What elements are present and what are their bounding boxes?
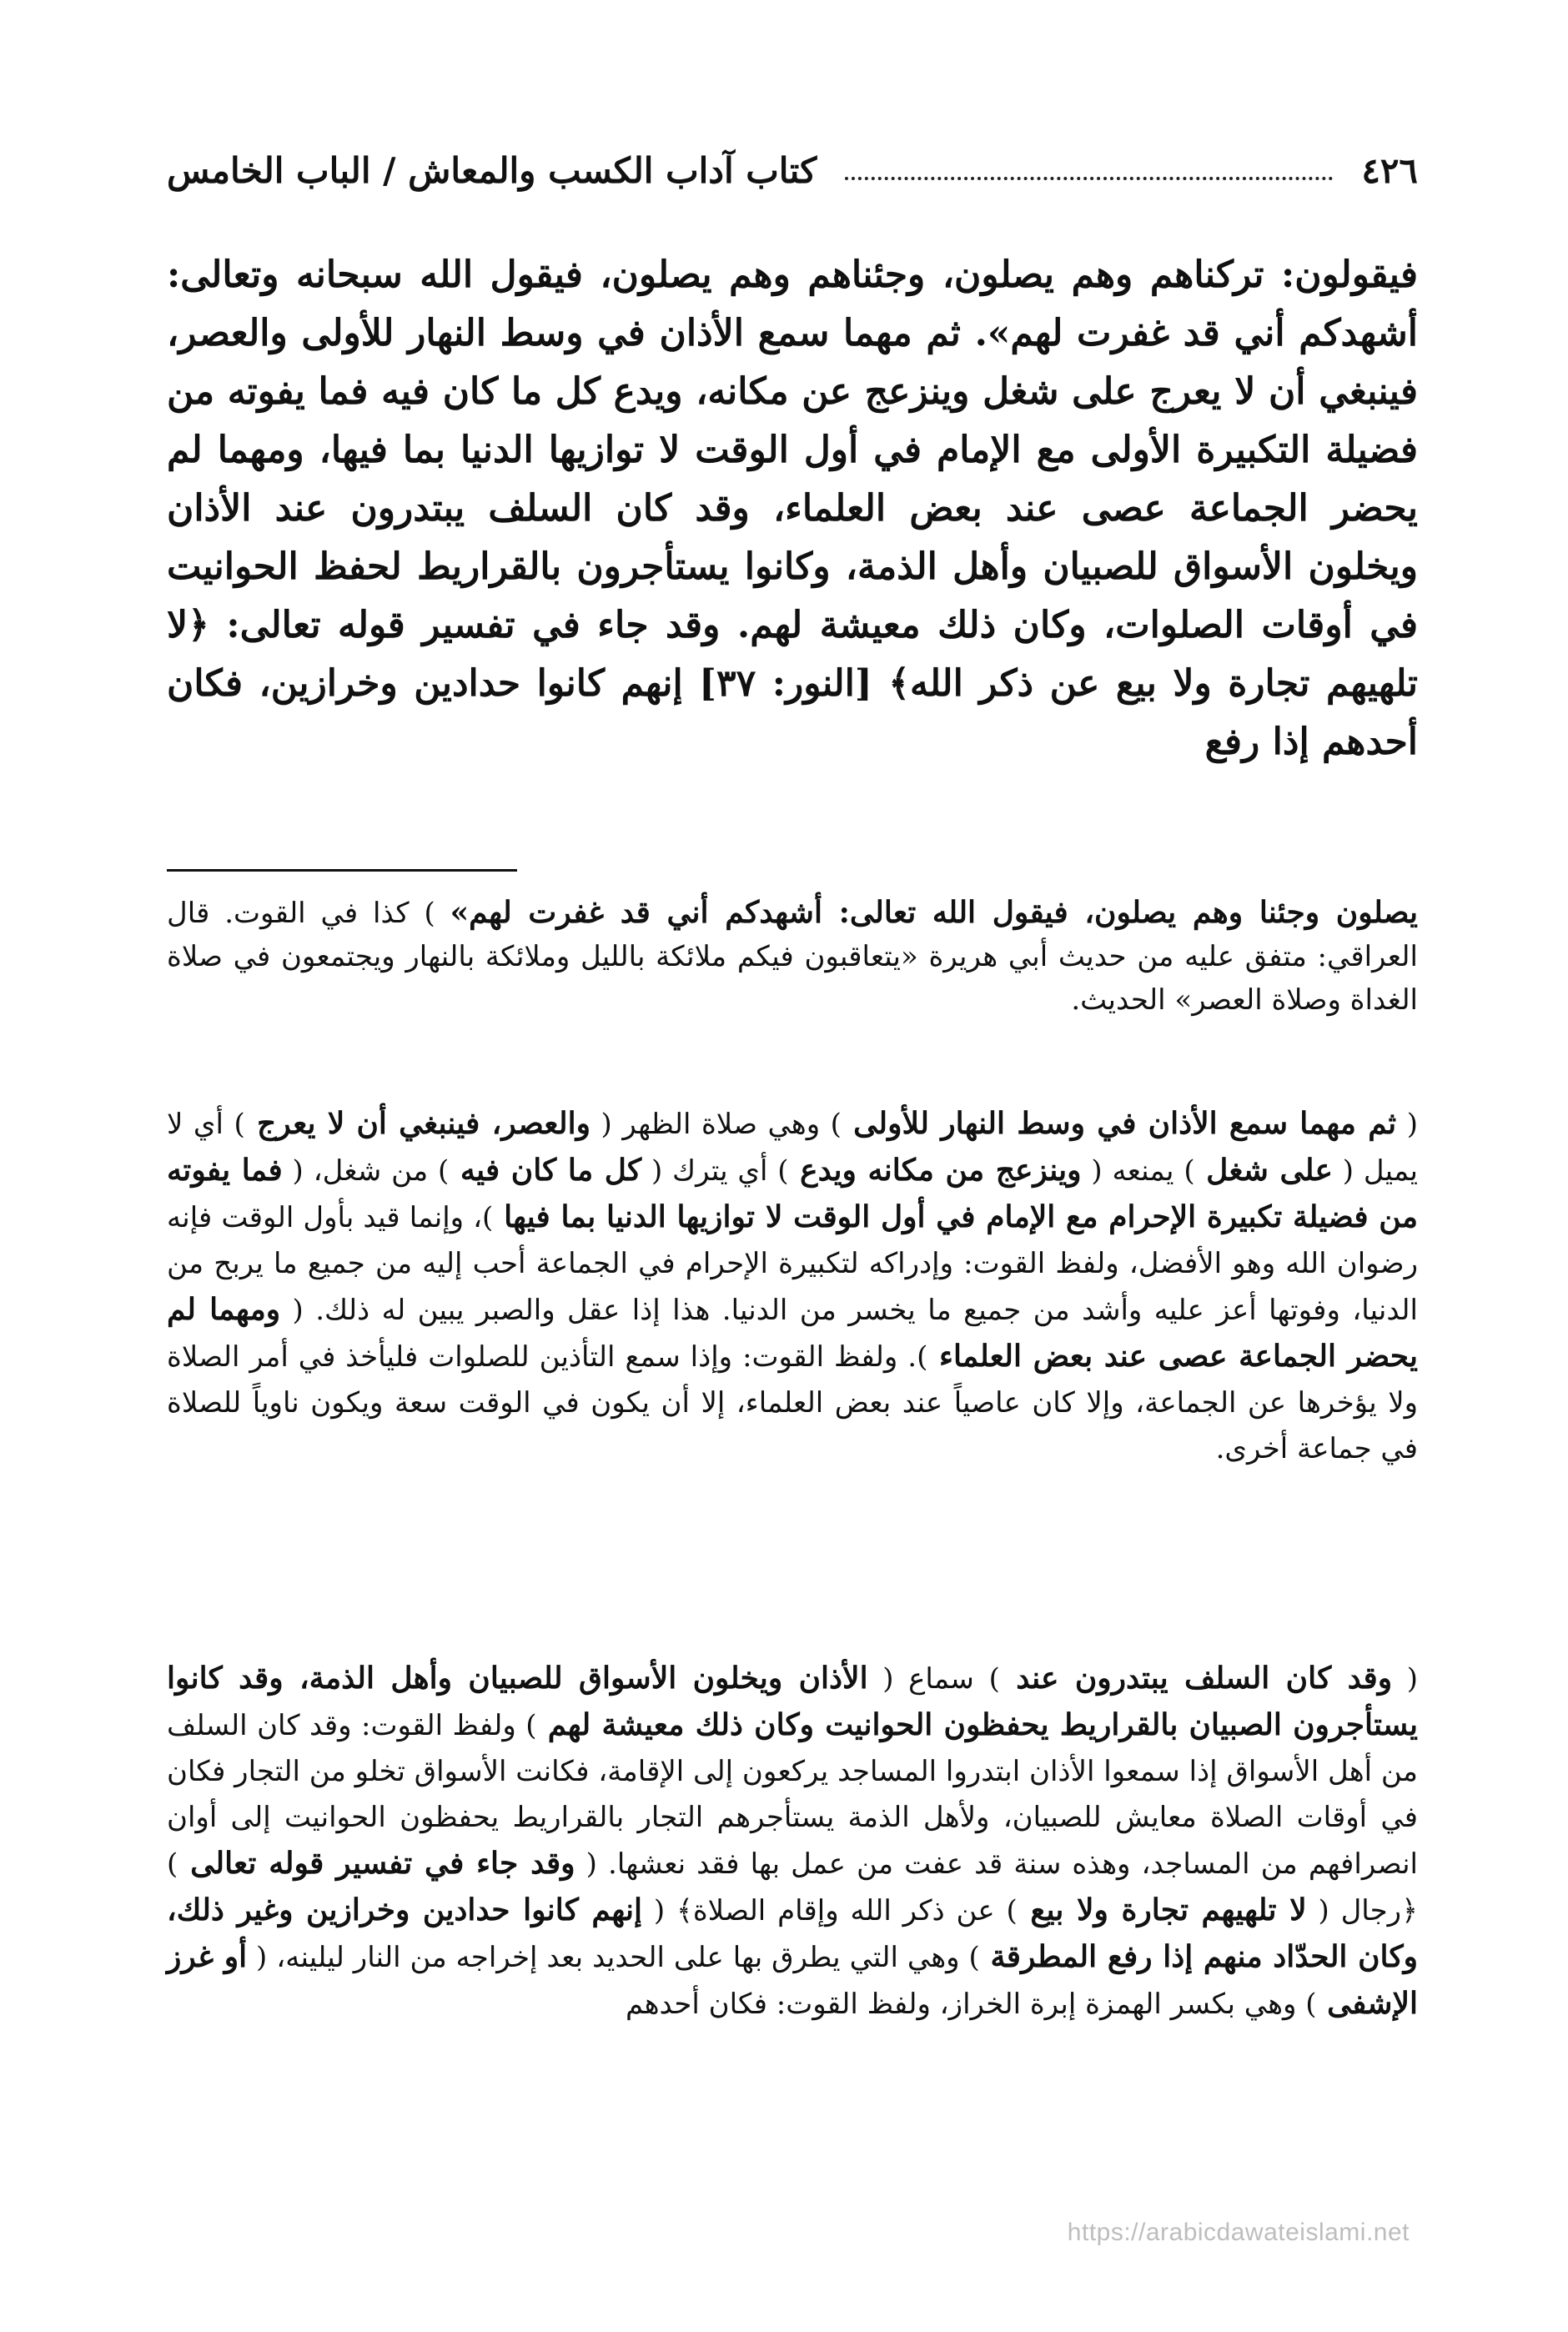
commentary-paragraph-2 (167, 1656, 1418, 2028)
commentary-text: ) ﴿رجال ( (167, 1847, 1418, 1927)
footnote-bold-quote: يصلون وجئنا وهم يصلون، فيقول الله تعالى: أشهدكم أني قد غفرت لهم» (450, 895, 1418, 930)
commentary-quoted-text: الأذان ويخلون الأسواق للصبيان وأهل الذمة، وقد كانوا يستأجرون الصبيان بالقراريط يحفظون الحوانيت وكان ذلك معيشة لهم (167, 1661, 1418, 1742)
commentary-quoted-text: ومهما لم يحضر الجماعة عصى عند بعض العلماء (167, 1292, 1418, 1374)
running-header (167, 133, 1418, 192)
commentary-text: ) أي يترك ( (641, 1154, 789, 1188)
commentary-text: ). ولفظ القوت: وإذا سمع التأذين للصلوات فليأخذ في أمر الصلاة ولا يؤخرها عن الجماعة، وإلا كان عاصياً عند بعض العلماء، إلا أن يكون في الوقت سعة ويكون ناوياً للصلاة في جماعة أخرى. (167, 1340, 1418, 1465)
commentary-text: ) يمنعه ( (1081, 1154, 1195, 1188)
footnote-text: ) كذا في القوت. قال العراقي: متفق عليه من حديث أبي هريرة «يتعاقبون فيكم ملائكة بالليل وملائكة بالنهار ويجتمعون في صلاة الغداة وصلاة العصر» الحديث. (167, 897, 1418, 1017)
commentary-text: ) عن ذكر الله وإقام الصلاة﴾ ( (641, 1894, 1018, 1927)
commentary-text: ) ولفظ القوت: وقد كان السلف من أهل الأسواق إذا سمعوا الأذان ابتدروا المساجد يركعون إلى الإقامة، فكانت الأسواق تخلو من التجار فكان في أوقات الصلاة معايش للصبيان، ولأهل الذمة يستأجرهم التجار بالقراريط يحفظون الحوانيت إلى أوان انصرافهم من المساجد، وهذه سنة قد عفت من عمل بها فقد نعشها. ( (167, 1709, 1418, 1881)
commentary-text: ) وهي التي يطرق بها على الحديد بعد إخراجه من النار ليلينه، ( (247, 1941, 980, 1974)
commentary-quoted-text: وينزعج من مكانه ويدع (788, 1153, 1082, 1188)
commentary-quoted-text: ثم مهما سمع الأذان في وسط النهار للأولى (841, 1106, 1397, 1141)
commentary-quoted-text: لا تلهيهم تجارة ولا بيع (1017, 1892, 1307, 1927)
commentary-text: ) وهي صلاة الظهر ( (591, 1108, 842, 1141)
page-number: ٤٢٦ (1361, 150, 1418, 191)
commentary-quoted-text: أو غرز الإشفى (167, 1939, 1418, 2021)
commentary-quoted-text: فما يفوته من فضيلة تكبيرة الإحرام مع الإمام في أول الوقت لا توازيها الدنيا بما فيها (167, 1153, 1418, 1234)
commentary-text: )، وإنما قيد بأول الوقت فإنه رضوان الله وهو الأفضل، ولفظ القوت: وإدراكه لتكبيرة الإحرام في الجماعة أحب إليه من جميع ما يربح من الدنيا، وفوتها أعز عليه وأشد من جميع ما يخسر من الدنيا. هذا إذا عقل والصبر يبين له ذلك. ( (167, 1201, 1418, 1327)
main-text: فيقولون: تركناهم وهم يصلون، وجئناهم وهم يصلون، فيقول الله سبحانه وتعالى: أشهدكم أني قد غفرت لهم». ثم مهما سمع الأذان في وسط النهار للأولى والعصر، فينبغي أن لا يعرج على شغل وينزعج عن مكانه، ويدع كل ما كان فيه فما يفوته من فضيلة التكبيرة الأولى مع الإمام في أول الوقت لا توازيها الدنيا بما فيها، ومهما لم يحضر الجماعة عصى عند بعض العلماء، وقد كان السلف يبتدرون عند الأذان ويخلون الأسواق للصبيان وأهل الذمة، وكانوا يستأجرون بالقراريط لحفظ الحوانيت في أوقات الصلوات، وكان ذلك معيشة لهم. وقد جاء في تفسير قوله تعالى: ﴿لا تلهيهم تجارة ولا بيع عن ذكر الله﴾ [النور: ٣٧] إنهم كانوا حدادين وخرازين، فكان أحدهم إذا رفع (167, 254, 1419, 763)
commentary-quoted-text: وقد جاء في تفسير قوله تعالى (178, 1846, 575, 1881)
chapter-title: كتاب آداب الكسب والمعاش / الباب الخامس (167, 150, 817, 191)
commentary-quoted-text: كل ما كان فيه (449, 1153, 642, 1188)
commentary-quoted-text: وقد كان السلف يبتدرون عند (999, 1661, 1393, 1696)
commentary-quoted-text: والعصر، فينبغي أن لا يعرج (244, 1106, 591, 1141)
commentary-text: ) وهي بكسر الهمزة إبرة الخراز، ولفظ القوت: فكان أحدهم (625, 1988, 1317, 2021)
watermark-url: https://arabicdawateislami.net (1067, 2219, 1410, 2246)
commentary-text: ) سماع ( (867, 1662, 1000, 1696)
commentary-text: ( (1396, 1108, 1418, 1141)
footnote (167, 891, 1418, 1022)
commentary-paragraph-1 (167, 1101, 1418, 1472)
footnote-separator (167, 869, 517, 872)
commentary-text: ( (1392, 1662, 1419, 1696)
commentary-text: ) أي لا يميل ( (167, 1108, 1418, 1188)
header-leader-dots (845, 177, 1333, 180)
commentary-text: ) من شغل، ( (282, 1154, 450, 1188)
commentary-quoted-text: على شغل (1194, 1153, 1333, 1188)
commentary-quoted-text: إنهم كانوا حدادين وخرازين وغير ذلك، وكان الحدّاد منهم إذا رفع المطرقة (167, 1892, 1419, 1974)
